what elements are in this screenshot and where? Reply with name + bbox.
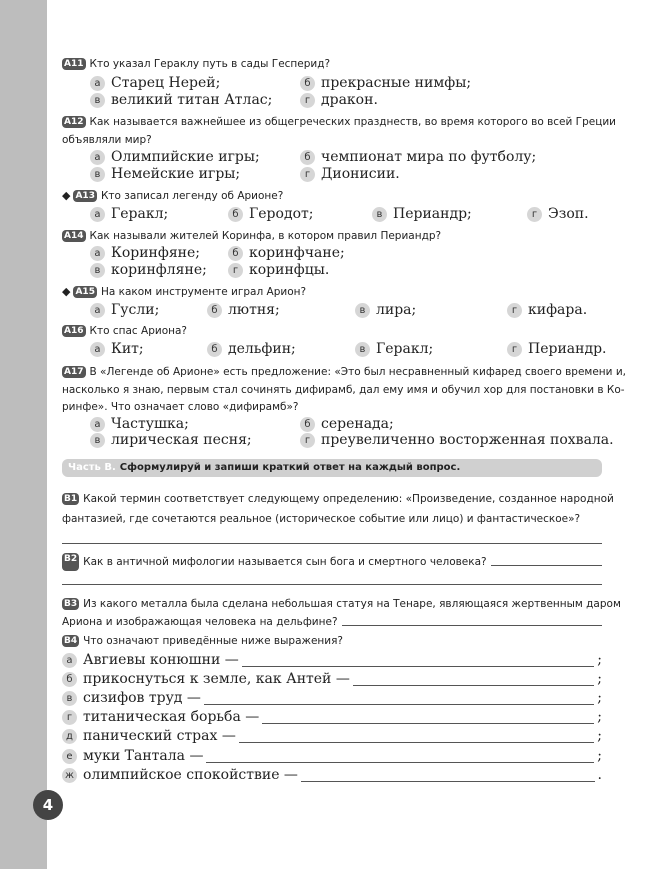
question-a13 bbox=[62, 187, 283, 205]
expression-text: панический страх — bbox=[83, 728, 236, 744]
question-text: Кто спас Ариона? bbox=[89, 325, 187, 337]
question-number-badge: В1 bbox=[64, 494, 78, 504]
question-b4 bbox=[62, 632, 343, 650]
question-number-badge: А15 bbox=[75, 287, 95, 297]
question-text: Кто записал легенду об Арионе? bbox=[100, 190, 284, 202]
question-b1 bbox=[62, 490, 614, 508]
answer-option[interactable] bbox=[355, 340, 433, 358]
question-text: насколько я знаю, первым стал сочинять дифирамб, дал ему имя и обучил хор для постановки в Ко- bbox=[62, 384, 625, 396]
answer-option[interactable] bbox=[90, 261, 207, 279]
expression-item bbox=[62, 651, 602, 669]
item-marker: ж bbox=[62, 768, 77, 783]
option-marker: б bbox=[300, 417, 315, 432]
question-text: Как называли жителей Коринфа, в котором правил Периандр? bbox=[89, 230, 442, 242]
option-text: Олимпийские игры; bbox=[111, 149, 260, 165]
question-a16 bbox=[62, 322, 187, 340]
answer-option[interactable] bbox=[527, 205, 589, 223]
option-text: серенада; bbox=[321, 416, 394, 432]
option-text: чемпионат мира по футболу; bbox=[321, 149, 537, 165]
expression-text: муки Тантала — bbox=[83, 748, 204, 764]
option-text: коринфляне; bbox=[111, 262, 207, 278]
answer-option[interactable] bbox=[300, 148, 536, 166]
question-b1 bbox=[62, 510, 580, 528]
item-marker: е bbox=[62, 749, 77, 764]
option-text: лютня; bbox=[228, 302, 280, 318]
option-text: Геродот; bbox=[249, 206, 314, 222]
answer-line[interactable] bbox=[242, 654, 595, 667]
answer-option[interactable] bbox=[207, 340, 296, 358]
option-text: коринфчане; bbox=[249, 245, 345, 261]
question-number-badge: В3 bbox=[64, 599, 78, 609]
option-text: прекрасные нимфы; bbox=[321, 75, 472, 91]
option-marker: а bbox=[90, 417, 105, 432]
answer-line[interactable] bbox=[342, 613, 602, 626]
expression-item bbox=[62, 689, 602, 707]
question-a17 bbox=[62, 398, 299, 416]
option-marker: а bbox=[90, 150, 105, 165]
option-marker: б bbox=[228, 207, 243, 222]
item-marker: д bbox=[62, 729, 77, 744]
answer-option[interactable] bbox=[300, 74, 471, 92]
answer-line[interactable] bbox=[62, 584, 602, 585]
option-marker: б bbox=[228, 246, 243, 261]
option-marker: в bbox=[90, 93, 105, 108]
option-marker: б bbox=[207, 342, 222, 357]
question-text: ринфе». Что означает слово «дифирамб»? bbox=[62, 401, 299, 413]
expression-text: титаническая борьба — bbox=[83, 709, 260, 725]
answer-option[interactable] bbox=[90, 431, 252, 449]
option-marker: в bbox=[90, 167, 105, 182]
option-marker: в bbox=[90, 263, 105, 278]
option-text: Частушка; bbox=[111, 416, 189, 432]
question-number-badge: А14 bbox=[64, 231, 84, 241]
option-text: Периандр. bbox=[528, 341, 607, 357]
expression-item bbox=[62, 727, 602, 745]
question-text: фантазией, где сочетаются реальное (историческое событие или лицо) и фантастическое»? bbox=[62, 513, 581, 525]
answer-line[interactable] bbox=[239, 730, 594, 743]
item-end-punct: ; bbox=[597, 671, 602, 687]
page-number: 4 bbox=[33, 790, 63, 820]
option-marker: а bbox=[90, 246, 105, 261]
option-marker: а bbox=[90, 342, 105, 357]
question-number-badge: А13 bbox=[75, 191, 95, 201]
item-end-punct: ; bbox=[597, 748, 602, 764]
answer-option[interactable] bbox=[300, 431, 614, 449]
option-marker: г bbox=[507, 342, 522, 357]
option-marker: а bbox=[90, 76, 105, 91]
question-b3 bbox=[62, 595, 621, 613]
option-marker: г bbox=[507, 303, 522, 318]
question-a11 bbox=[62, 55, 330, 73]
answer-option[interactable] bbox=[90, 205, 168, 223]
question-text: Ариона и изображающая человека на дельфине? bbox=[62, 616, 338, 628]
option-text: Геракл; bbox=[111, 206, 169, 222]
expression-text: прикоснуться к земле, как Антей — bbox=[83, 671, 350, 687]
answer-option[interactable] bbox=[90, 148, 260, 166]
option-marker: в bbox=[90, 433, 105, 448]
option-text: преувеличенно восторженная похвала. bbox=[321, 432, 614, 448]
answer-option[interactable] bbox=[90, 74, 220, 92]
answer-option[interactable] bbox=[372, 205, 472, 223]
expression-item bbox=[62, 747, 602, 765]
question-number-badge: В2 bbox=[62, 553, 79, 571]
answer-option[interactable] bbox=[90, 91, 272, 109]
diamond-icon: ◆ bbox=[62, 285, 71, 298]
answer-line[interactable] bbox=[204, 692, 594, 705]
answer-option[interactable] bbox=[300, 91, 378, 109]
answer-line[interactable] bbox=[262, 711, 594, 724]
answer-option[interactable] bbox=[90, 165, 240, 183]
option-marker: г bbox=[228, 263, 243, 278]
question-text: Как в античной мифологии называется сын бога и смертного человека? bbox=[83, 556, 487, 568]
question-text: Какой термин соответствует следующему определению: «Произведение, созданное народной bbox=[83, 493, 614, 505]
question-a12 bbox=[62, 131, 152, 149]
part-label: Часть В. bbox=[68, 462, 116, 473]
question-number-badge: А12 bbox=[64, 117, 84, 127]
part-instruction: Сформулируй и запиши краткий ответ на каждый вопрос. bbox=[119, 462, 461, 473]
option-marker: г bbox=[300, 433, 315, 448]
answer-option[interactable] bbox=[207, 301, 280, 319]
diamond-icon: ◆ bbox=[62, 189, 71, 202]
option-text: Гусли; bbox=[111, 302, 160, 318]
answer-option[interactable] bbox=[90, 340, 144, 358]
expression-text: сизифов труд — bbox=[83, 690, 201, 706]
question-number-badge: В4 bbox=[64, 636, 78, 646]
expression-item bbox=[62, 708, 602, 726]
item-end-punct: ; bbox=[597, 690, 602, 706]
option-marker: в bbox=[355, 303, 370, 318]
item-end-punct: . bbox=[597, 767, 602, 783]
answer-option[interactable] bbox=[300, 165, 400, 183]
answer-option[interactable] bbox=[90, 301, 159, 319]
option-marker: б bbox=[300, 76, 315, 91]
part-b-header bbox=[62, 459, 602, 477]
answer-option[interactable] bbox=[228, 205, 313, 223]
option-marker: г bbox=[300, 93, 315, 108]
option-marker: в bbox=[372, 207, 387, 222]
option-marker: а bbox=[90, 303, 105, 318]
option-text: Периандр; bbox=[393, 206, 472, 222]
item-marker: б bbox=[62, 672, 77, 687]
expression-item bbox=[62, 670, 602, 688]
item-end-punct: ; bbox=[597, 709, 602, 725]
answer-option[interactable] bbox=[507, 301, 587, 319]
answer-line[interactable] bbox=[491, 553, 602, 566]
item-marker: г bbox=[62, 710, 77, 725]
option-text: кифара. bbox=[528, 302, 588, 318]
question-a17 bbox=[62, 381, 625, 399]
question-a17 bbox=[62, 363, 626, 381]
question-b2 bbox=[62, 553, 602, 571]
option-text: лира; bbox=[376, 302, 417, 318]
option-text: Немейские игры; bbox=[111, 166, 241, 182]
answer-option[interactable] bbox=[228, 261, 329, 279]
question-text: Из какого металла была сделана небольшая статуя на Тенаре, являющаяся жертвенным даром bbox=[83, 598, 621, 610]
option-text: Кит; bbox=[111, 341, 144, 357]
question-text: В «Легенде об Арионе» есть предложение: «Это был несравненный кифаред своего времени и, bbox=[89, 366, 626, 378]
question-number-badge: А17 bbox=[64, 367, 84, 377]
question-text: Что означают приведённые ниже выражения? bbox=[83, 635, 343, 647]
question-text: объявляли мир? bbox=[62, 134, 152, 146]
option-text: великий титан Атлас; bbox=[111, 92, 273, 108]
question-b3-cont bbox=[62, 613, 602, 631]
question-text: Как называется важнейшее из общегреческих празднеств, во время которого во всей Греции bbox=[89, 116, 617, 128]
question-number-badge: А11 bbox=[64, 59, 84, 69]
option-marker: б bbox=[300, 150, 315, 165]
option-text: коринфцы. bbox=[249, 262, 330, 278]
answer-option[interactable] bbox=[507, 340, 607, 358]
item-marker: в bbox=[62, 691, 77, 706]
option-marker: а bbox=[90, 207, 105, 222]
item-end-punct: ; bbox=[597, 652, 602, 668]
item-end-punct: ; bbox=[597, 728, 602, 744]
question-a12 bbox=[62, 113, 616, 131]
question-a15 bbox=[62, 283, 306, 301]
question-text: Кто указал Гераклу путь в сады Гесперид? bbox=[89, 58, 331, 70]
expression-text: олимпийское спокойствие — bbox=[83, 767, 298, 783]
answer-option[interactable] bbox=[90, 244, 200, 262]
question-text: На каком инструменте играл Арион? bbox=[100, 286, 307, 298]
question-number-badge: А16 bbox=[64, 326, 84, 336]
option-text: Дионисии. bbox=[321, 166, 400, 182]
expression-item bbox=[62, 766, 602, 784]
option-text: Геракл; bbox=[376, 341, 434, 357]
option-marker: б bbox=[207, 303, 222, 318]
option-marker: г bbox=[527, 207, 542, 222]
answer-line[interactable] bbox=[353, 673, 594, 686]
option-marker: г bbox=[300, 167, 315, 182]
answer-line[interactable] bbox=[62, 543, 602, 544]
option-marker: в bbox=[355, 342, 370, 357]
option-text: дельфин; bbox=[228, 341, 296, 357]
option-text: лирическая песня; bbox=[111, 432, 252, 448]
option-text: Коринфяне; bbox=[111, 245, 201, 261]
answer-option[interactable] bbox=[228, 244, 345, 262]
page-margin-strip bbox=[0, 0, 47, 869]
option-text: Эзоп. bbox=[548, 206, 589, 222]
question-a14 bbox=[62, 227, 441, 245]
answer-line[interactable] bbox=[301, 769, 595, 782]
option-text: дракон. bbox=[321, 92, 378, 108]
answer-line[interactable] bbox=[206, 750, 594, 763]
option-text: Старец Нерей; bbox=[111, 75, 221, 91]
expression-text: Авгиевы конюшни — bbox=[83, 652, 239, 668]
item-marker: а bbox=[62, 653, 77, 668]
answer-option[interactable] bbox=[355, 301, 416, 319]
